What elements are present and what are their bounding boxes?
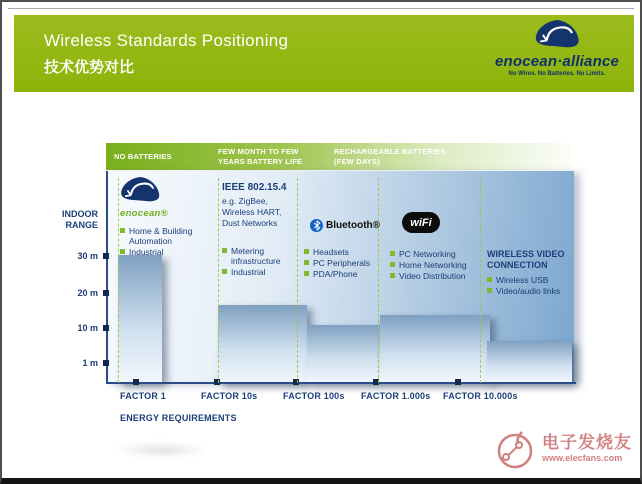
wifi-icon: [402, 212, 440, 233]
elecfans-logo-icon: [492, 426, 538, 472]
y-tick-marker: [103, 325, 109, 331]
list-item-label: Home Networking: [399, 260, 467, 271]
list-item-label: Industrial: [231, 267, 266, 278]
x-tick-label: FACTOR 100s: [283, 391, 345, 401]
bullet-square-icon: [304, 271, 309, 276]
bullet-square-icon: [222, 269, 227, 274]
list-item: [304, 247, 384, 257]
bar-ieee-802-15-4: [218, 305, 307, 383]
y-tick-marker: [103, 290, 109, 296]
column-divider: [218, 178, 219, 383]
list-item-label: Industrial: [129, 247, 164, 258]
brand-name: enocean·alliance: [494, 53, 620, 70]
y-tick-marker: [103, 360, 109, 366]
x-tick-label: FACTOR 1: [120, 391, 166, 401]
bullet-square-icon: [390, 262, 395, 267]
list-item-label: PDA/Phone: [313, 269, 358, 280]
column-subline: Wireless HART,: [222, 207, 282, 218]
band-label-rechargeable: RECHARGEABLE BATTERIES (FEW DAYS): [334, 147, 446, 166]
list-item-label: Video/audio links: [496, 285, 561, 296]
list-item: [120, 247, 206, 257]
y-tick-label: 30 m: [77, 251, 98, 261]
column-heading: WIRELESS VIDEO CONNECTION: [487, 249, 565, 270]
bar-enocean: [118, 255, 162, 383]
x-tick-marker: [455, 379, 461, 385]
list-item: [222, 246, 306, 266]
header-banner: [14, 15, 634, 92]
list-item-label: Video Distribution: [399, 271, 466, 282]
band-label-few-years: FEW MONTH TO FEW YEARS BATTERY LIFE: [218, 147, 303, 166]
x-tick-label: FACTOR 1.000s: [361, 391, 431, 401]
column-enocean: [120, 176, 206, 258]
bullet-square-icon: [120, 249, 125, 254]
bullet-square-icon: [304, 260, 309, 265]
chart-plot-area: [106, 171, 574, 383]
x-tick-label: FACTOR 10s: [201, 391, 258, 401]
list-item: [487, 275, 575, 285]
bar-bluetooth: [307, 325, 380, 383]
bullet-square-icon: [304, 249, 309, 254]
bar-wireless-video: [487, 341, 572, 383]
x-tick-marker: [133, 379, 139, 385]
list-item-label: Home & Building Automation: [129, 226, 193, 247]
top-rule: [8, 8, 634, 9]
dolphin-icon: [534, 19, 580, 49]
list-item: [390, 271, 482, 281]
x-axis-title: ENERGY REQUIREMENTS: [120, 413, 237, 423]
enocean-wordmark: enocean®: [120, 208, 168, 219]
column-divider: [378, 178, 379, 383]
column-bluetooth: [304, 219, 384, 280]
y-tick-label: 10 m: [77, 323, 98, 333]
y-axis-title: INDOOR RANGE: [62, 209, 98, 231]
brand-tagline: No Wires. No Batteries. No Limits.: [508, 71, 606, 77]
bullet-square-icon: [222, 248, 227, 253]
enocean-alliance-logo: [488, 19, 626, 77]
faint-watermark: [114, 442, 209, 458]
watermark-title: 电子发烧友: [542, 433, 632, 453]
list-item: [304, 269, 384, 279]
dolphin-icon: [120, 176, 160, 203]
battery-life-band: [106, 143, 570, 170]
x-tick-label: FACTOR 10.000s: [443, 391, 518, 401]
column-subline: e.g. ZigBee,: [222, 196, 268, 206]
bluetooth-icon: [310, 219, 323, 232]
list-item-label: PC Networking: [399, 249, 456, 259]
bullet-square-icon: [390, 273, 395, 278]
band-label-no-batteries: NO BATTERIES: [114, 152, 172, 161]
column-wifi: [390, 212, 482, 282]
y-tick-label: 20 m: [77, 288, 98, 298]
list-item: [487, 286, 575, 296]
list-item-label: Wireless USB: [496, 274, 549, 285]
list-item: [222, 267, 306, 277]
list-item-label: Headsets: [313, 247, 349, 257]
wifi-wordmark: wiFi: [410, 216, 432, 229]
bullet-square-icon: [120, 228, 125, 233]
list-item: [304, 258, 384, 268]
watermark-url: www.elecfans.com: [542, 453, 623, 464]
x-axis-line: [106, 382, 576, 384]
column-heading: IEEE 802.15.4: [222, 182, 287, 193]
page-subtitle: 技术优势对比: [44, 59, 135, 76]
bluetooth-wordmark: Bluetooth®: [326, 220, 381, 231]
y-tick-label: 1 m: [82, 358, 98, 368]
x-tick-marker: [214, 379, 220, 385]
y-tick-marker: [103, 253, 109, 259]
bullet-square-icon: [390, 251, 395, 256]
bar-wifi: [380, 315, 490, 383]
list-item-label: PC Peripherals: [313, 258, 371, 269]
column-ieee-802-15-4: [222, 182, 306, 278]
list-item-label: Metering infrastructure: [231, 246, 281, 267]
x-tick-marker: [293, 379, 299, 385]
bullet-square-icon: [487, 277, 492, 282]
column-divider: [118, 178, 119, 383]
elecfans-watermark: [492, 421, 640, 477]
column-wireless-video: [487, 249, 575, 297]
bullet-square-icon: [487, 288, 492, 293]
list-item: [120, 226, 206, 246]
list-item: [390, 249, 482, 259]
page-title: Wireless Standards Positioning: [44, 31, 289, 50]
column-subline: Dust Networks: [222, 218, 278, 229]
list-item: [390, 260, 482, 270]
